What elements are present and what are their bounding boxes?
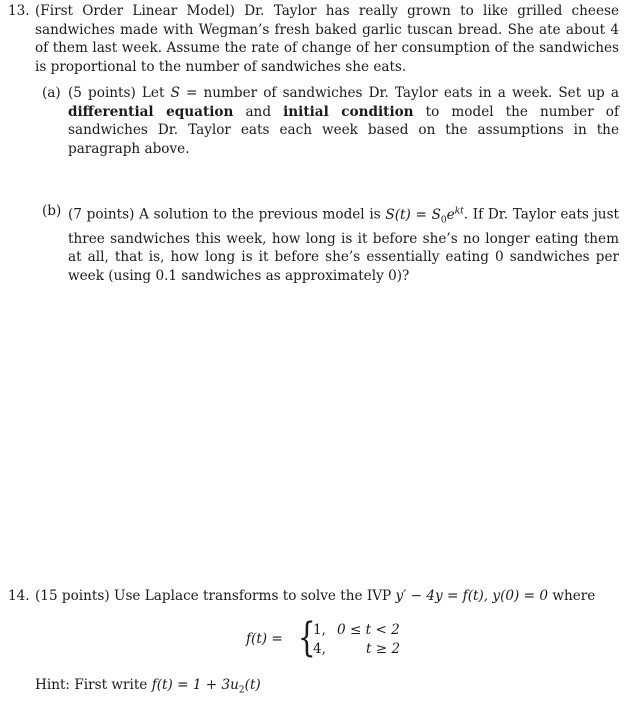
- variable-s: S: [170, 85, 180, 101]
- part-a-text-3: and: [245, 103, 272, 120]
- part-b-text-2: . If Dr. Taylor eats just three sandwiches this week, how long is it before she’s no longer eating them at all, that is, how long is it before she’s essentially eating 0 sandwiches per week (using 0.1 sandwiches as approximately 0)?: [68, 206, 620, 285]
- hint: [35, 676, 261, 700]
- f-label: f(t) =: [246, 631, 283, 647]
- part-b-text-1: A solution to the previous model is: [139, 206, 381, 223]
- model-exponent: kt: [454, 206, 464, 216]
- part-b-label: (b): [42, 203, 62, 219]
- model-subscript: 0: [440, 215, 447, 226]
- model-equals: =: [415, 206, 427, 223]
- model-exponential: e: [446, 206, 455, 223]
- hint-label: Hint: First write: [35, 677, 148, 693]
- part-a-text: [68, 84, 619, 158]
- part-a-text-1: Let: [141, 85, 165, 101]
- hint-tail: (t): [244, 677, 261, 693]
- question-14-prompt: Use Laplace transforms to solve the IVP: [113, 588, 392, 604]
- hint-subscript: 2: [238, 685, 245, 696]
- part-b-points: (7 points): [68, 206, 135, 223]
- left-brace-icon: {: [297, 615, 316, 661]
- initial-condition-term: initial condition: [283, 103, 414, 120]
- case-2-value: 4,: [313, 641, 326, 657]
- part-a-label: (a): [42, 85, 61, 101]
- case-2-condition: t ≥ 2: [366, 641, 401, 657]
- question-body: Dr. Taylor has really grown to like grilled cheese sandwiches made with Wegman’s fresh baked garlic tuscan bread. She ate about 4 of them last week. Assume the rate of change of her consumption of the sandwiches is proportional to the number of sandwiches she eats.: [35, 3, 620, 75]
- ivp-equation: y′ − 4y = f(t), y(0) = 0: [395, 588, 549, 604]
- part-b-text: [68, 202, 619, 286]
- model-rhs: S: [431, 206, 441, 223]
- model-equation: [385, 206, 464, 226]
- question-number: 14.: [8, 588, 30, 604]
- question-title: (First Order Linear Model): [35, 3, 235, 19]
- part-a-text-2: = number of sandwiches Dr. Taylor eats in a week. Set up a: [186, 85, 619, 101]
- hint-expression: f(t) = 1 + 3u: [151, 677, 239, 693]
- differential-equation-term: differential equation: [68, 103, 234, 120]
- model-lhs: S(t): [385, 206, 411, 223]
- part-a-text-4: to model the number of sandwiches Dr. Taylor eats each week based on the assumptions in the paragraph above.: [68, 103, 620, 157]
- question-14-text: [35, 587, 625, 606]
- case-1-value: 1,: [313, 622, 326, 638]
- question-13-text: [35, 2, 619, 76]
- part-a-points: (5 points): [68, 85, 136, 101]
- where-word: where: [552, 588, 596, 604]
- case-1-condition: 0 ≤ t < 2: [337, 622, 400, 638]
- question-number: 13.: [8, 3, 30, 19]
- question-14-points: (15 points): [35, 588, 110, 604]
